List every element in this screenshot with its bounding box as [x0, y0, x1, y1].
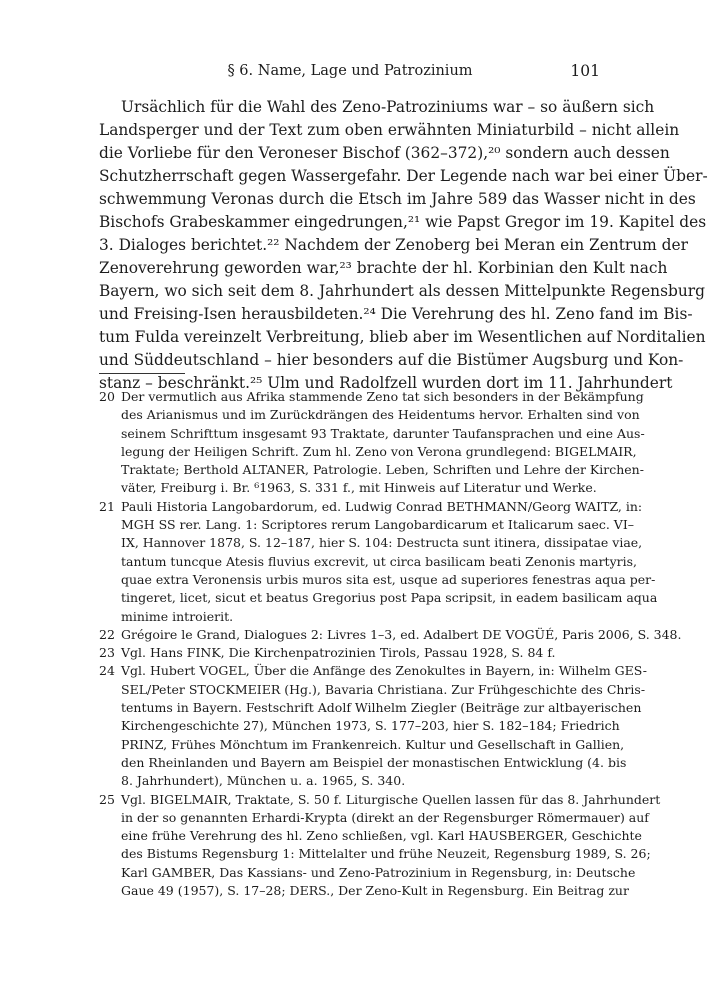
footnote-line: Kirchengeschichte 27), München 1973, S. 177–203, hier S. 182–184; Friedrich [121, 718, 620, 734]
footnote-20 [99, 388, 645, 498]
page-number: 101 [570, 62, 600, 80]
body-text [99, 96, 708, 395]
footnote-line: Grégoire le Grand, Dialogues 2: Livres 1–3, ed. Adalbert DE VOGÜÉ, Paris 2006, S. 348. [121, 626, 682, 642]
footnote-line: quae extra Veronensis urbis muros sita est, usque ad superiores fenestras aqua per- [121, 571, 656, 587]
body-line: stanz – beschränkt.²⁵ Ulm und Radolfzell wurden dort im 11. Jahrhundert [99, 374, 673, 392]
footnote-line: Traktate; Berthold ALTANER, Patrologie. Leben, Schriften und Lehre der Kirchen- [121, 462, 644, 478]
body-line: tum Fulda vereinzelt Verbreitung, blieb aber im Wesentlichen auf Norditalien [99, 328, 706, 346]
body-line: Bayern, wo sich seit dem 8. Jahrhundert als dessen Mittelpunkte Regensburg [99, 282, 705, 300]
footnote-24 [99, 662, 647, 790]
body-line: Zenoverehrung geworden war,²³ brachte der hl. Korbinian den Kult nach [99, 259, 668, 277]
footnote-line: Vgl. Hans FINK, Die Kirchenpatrozinien Tirols, Passau 1928, S. 84 f. [121, 645, 556, 661]
footnote-line: Pauli Historia Langobardorum, ed. Ludwig Conrad BETHMANN/Georg WAITZ, in: [121, 498, 643, 514]
footnote-number: 23 [99, 645, 115, 661]
footnote-line: minime introierit. [121, 608, 234, 624]
footnotes [99, 388, 682, 900]
footnote-line: Karl GAMBER, Das Kassians- und Zeno-Patrozinium in Regensburg, in: Deutsche [121, 864, 636, 880]
body-line: Bischofs Grabeskammer eingedrungen,²¹ wie Papst Gregor im 19. Kapitel des [99, 213, 707, 231]
body-line: Ursächlich für die Wahl des Zeno-Patroziniums war – so äußern sich [121, 98, 655, 116]
footnote-25 [99, 791, 661, 901]
body-line: Landsperger und der Text zum oben erwähnten Miniaturbild – nicht allein [99, 121, 680, 139]
body-line: die Vorliebe für den Veroneser Bischof (362–372),²⁰ sondern auch dessen [99, 144, 670, 162]
footnote-number: 21 [99, 498, 115, 514]
body-line: 3. Dialoges berichtet.²² Nachdem der Zenoberg bei Meran ein Zentrum der [99, 236, 688, 254]
footnote-line: tingeret, licet, sicut et beatus Gregorius post Papa scripsit, in eadem basilicam aqua [121, 590, 658, 606]
footnote-number: 24 [99, 663, 115, 679]
footnote-line: Vgl. Hubert VOGEL, Über die Anfänge des Zenokultes in Bayern, in: Wilhelm GES- [121, 663, 647, 679]
footnote-line: tantum tuncque Atesis fluvius excrevit, ut circa basilicam beati Zenonis martyris, [121, 553, 637, 569]
running-head [100, 61, 600, 81]
footnote-line: MGH SS rer. Lang. 1: Scriptores rerum Langobardicarum et Italicarum saec. VI– [121, 517, 635, 533]
footnote-line: den Rheinlanden und Bayern am Beispiel der monastischen Entwicklung (4. bis [121, 754, 627, 770]
footnote-line: PRINZ, Frühes Mönchtum im Frankenreich. Kultur und Gesellschaft in Gallien, [121, 736, 625, 752]
footnote-22 [99, 626, 682, 644]
footnote-line: des Arianismus und im Zurückdrängen des Heidentums hervor. Erhalten sind von [121, 407, 640, 423]
body-line: und Süddeutschland – hier besonders auf die Bistümer Augsburg und Kon- [99, 351, 684, 369]
footnote-line: des Bistums Regensburg 1: Mittelalter und frühe Neuzeit, Regensburg 1989, S. 26; [121, 846, 651, 862]
footnote-line: legung der Heiligen Schrift. Zum hl. Zeno von Verona grundlegend: BIGELMAIR, [121, 443, 637, 459]
footnote-line: Der vermutlich aus Afrika stammende Zeno tat sich besonders in der Bekämpfung [121, 389, 644, 404]
footnote-separator [99, 373, 185, 374]
footnote-line: seinem Schrifttum insgesamt 93 Traktate, darunter Taufansprachen und eine Aus- [121, 425, 645, 441]
body-line: schwemmung Veronas durch die Etsch im Jahre 589 das Wasser nicht in des [99, 190, 696, 208]
footnote-line: eine frühe Verehrung des hl. Zeno schließen, vgl. Karl HAUSBERGER, Geschichte [121, 828, 642, 844]
running-title: § 6. Name, Lage und Patrozinium [227, 63, 473, 79]
footnote-23 [99, 644, 599, 662]
footnote-line: IX, Hannover 1878, S. 12–187, hier S. 104: Destructa sunt itinera, dissipatae viae, [121, 535, 643, 551]
footnote-number: 20 [99, 389, 115, 404]
footnote-line: in der so genannten Erhardi-Krypta (direkt an der Regensburger Römermauer) auf [121, 809, 649, 825]
footnote-line: SEL/Peter STOCKMEIER (Hg.), Bavaria Christiana. Zur Frühgeschichte des Chris- [121, 681, 646, 697]
body-line: Schutzherrschaft gegen Wassergefahr. Der Legende nach war bei einer Über- [99, 167, 708, 185]
footnote-line: Vgl. BIGELMAIR, Traktate, S. 50 f. Liturgische Quellen lassen für das 8. Jahrhundert [121, 791, 661, 807]
footnote-number: 22 [99, 626, 115, 642]
footnote-line: 8. Jahrhundert), München u. a. 1965, S. 340. [121, 773, 406, 789]
footnote-21 [99, 498, 658, 626]
footnote-line: väter, Freiburg i. Br. ⁶1963, S. 331 f., mit Hinweis auf Literatur und Werke. [121, 480, 597, 496]
footnote-number: 25 [99, 791, 115, 807]
body-line: und Freising-Isen herausbildeten.²⁴ Die Verehrung des hl. Zeno fand im Bis- [99, 305, 693, 323]
footnote-line: Gaue 49 (1957), S. 17–28; DERS., Der Zeno-Kult in Regensburg. Ein Beitrag zur [121, 883, 629, 899]
footnote-line: tentums in Bayern. Festschrift Adolf Wilhelm Ziegler (Beiträge zur altbayerischen [121, 700, 642, 716]
